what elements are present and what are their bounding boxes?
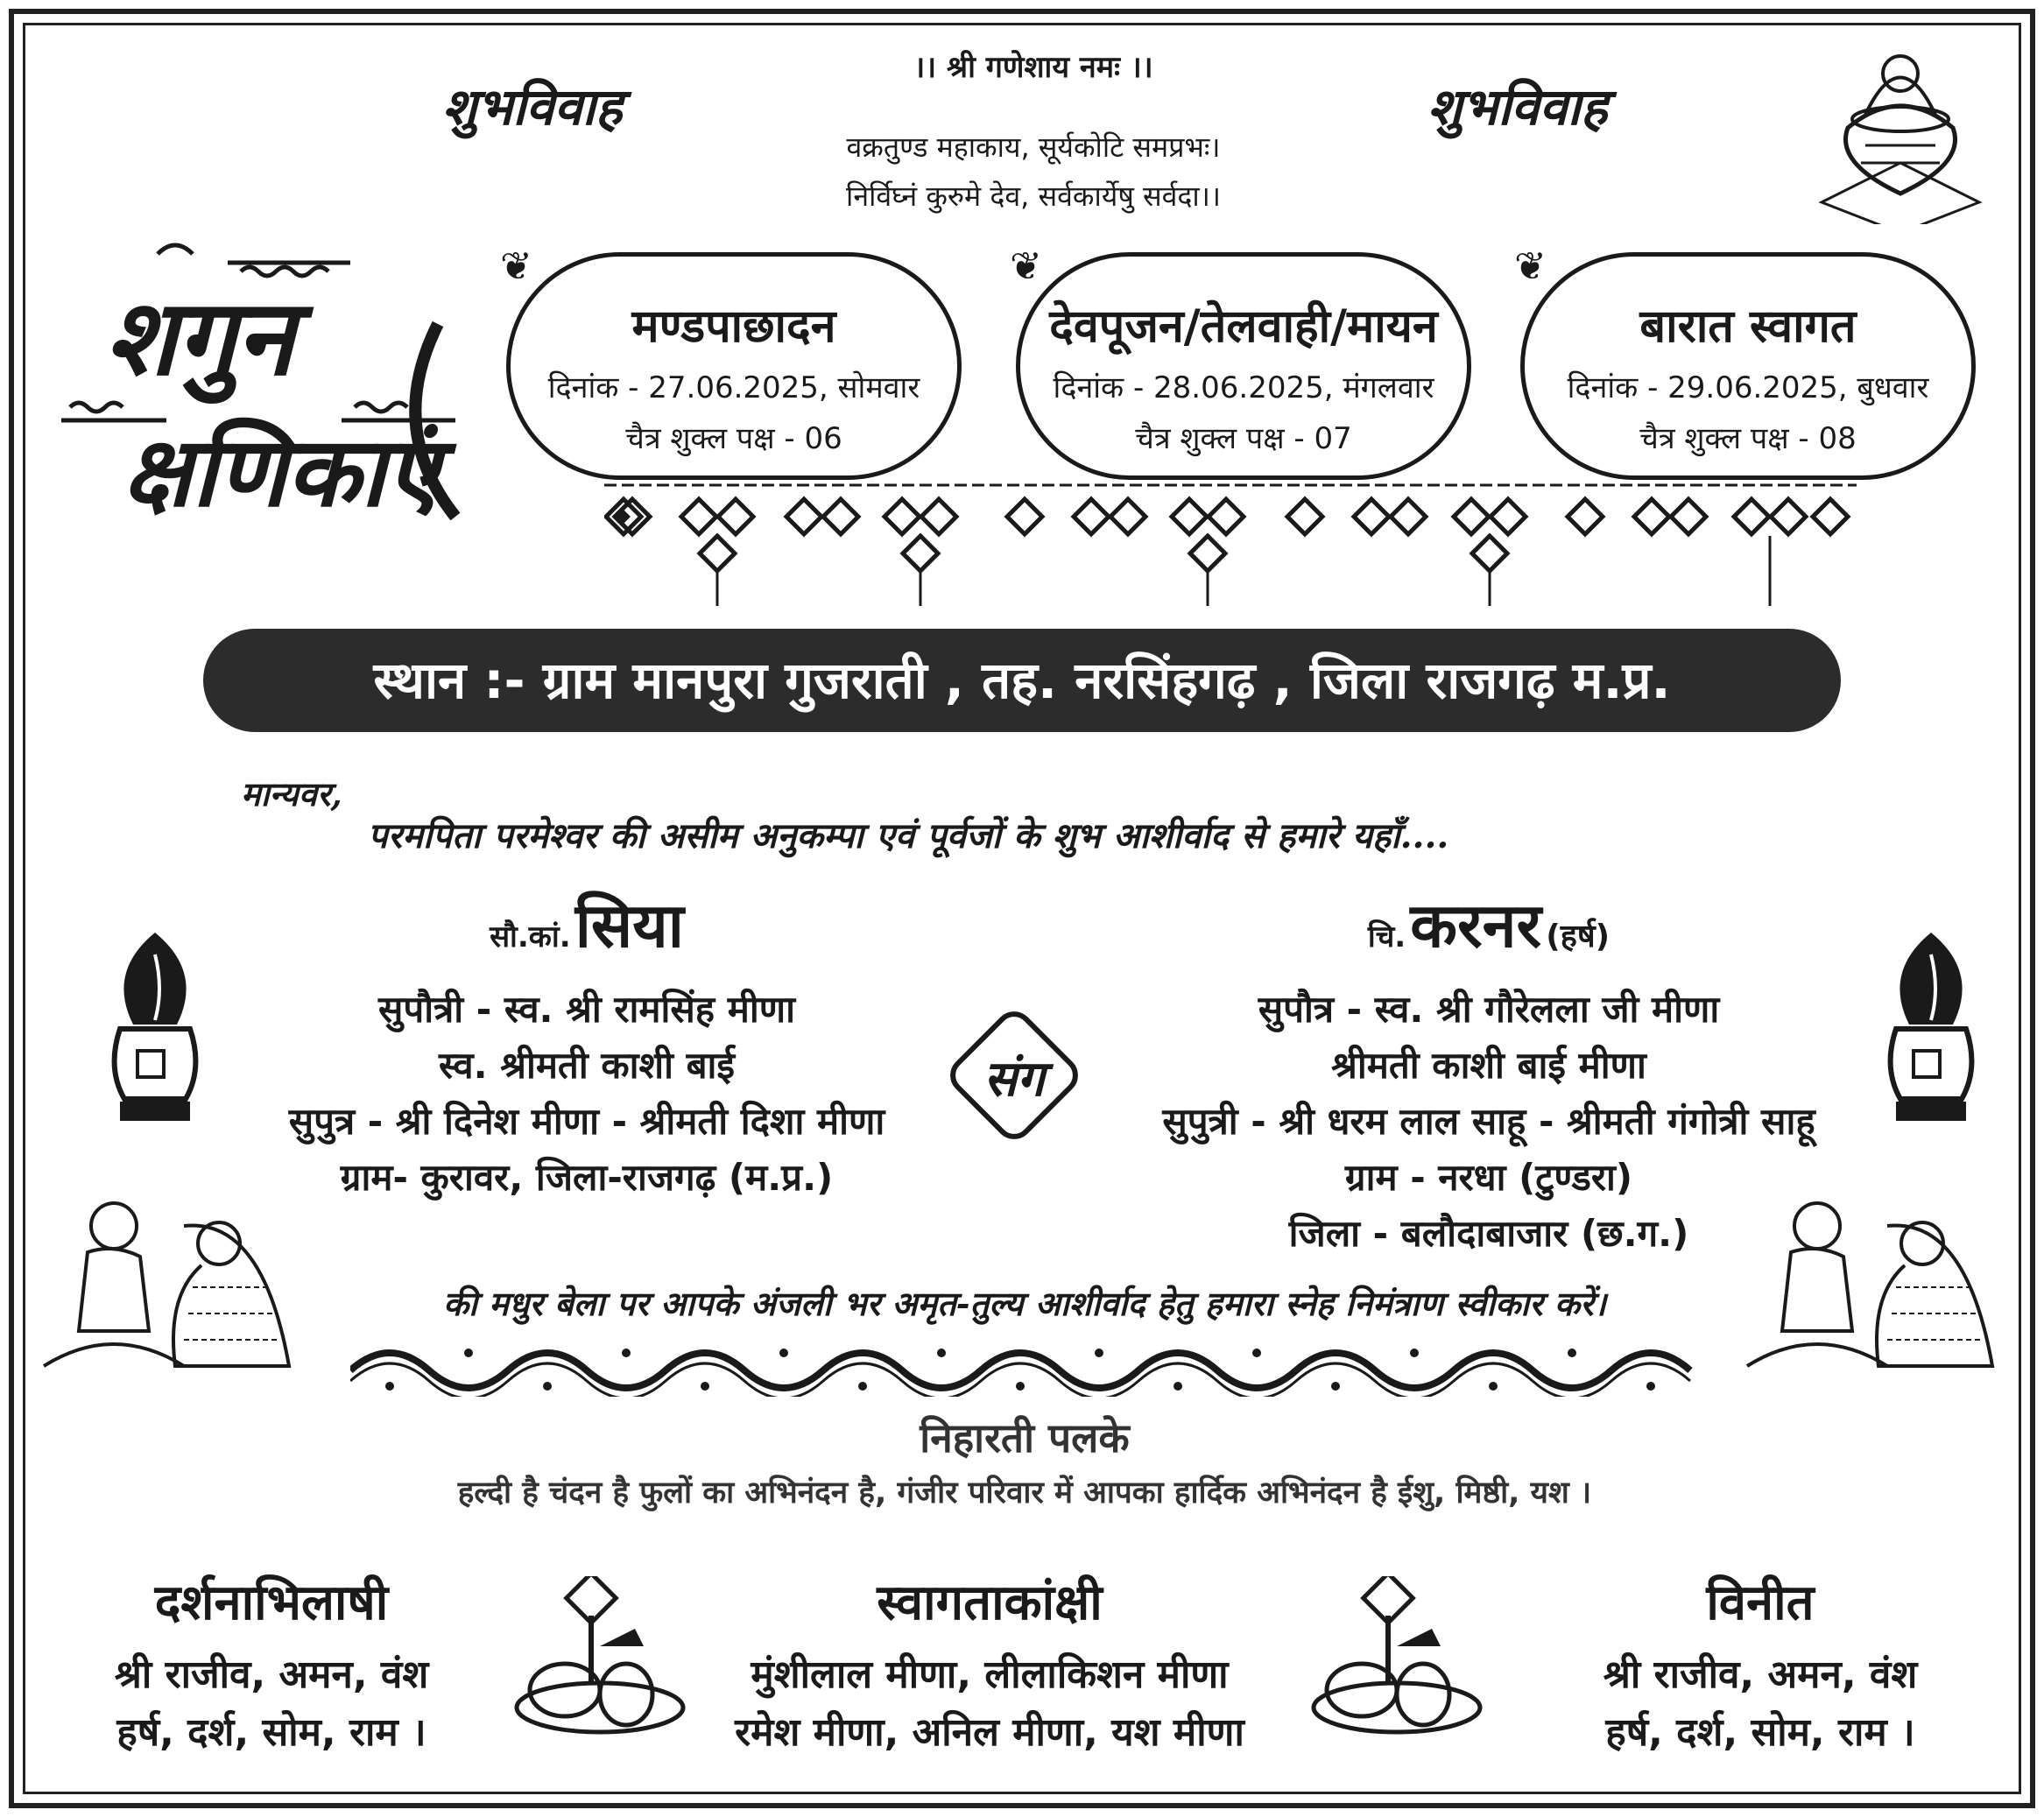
mantra-title: ।। श्री गणेशाय नमः ।।: [913, 50, 1153, 85]
footer-middle: [683, 1567, 1296, 1762]
corner-flourish-icon: ❦: [500, 244, 532, 289]
nihaarti-title: निहारती पलके: [920, 1414, 1130, 1461]
right-drum-icon: [1309, 1576, 1484, 1743]
groom-line-3: सुपुत्री - श्री धरम लाल साहू - श्रीमती गंगोत्री साहू: [1162, 1100, 1815, 1143]
bride-block: [236, 886, 937, 1206]
footer-left-line-2: हर्ष, दर्श, सोम, राम ।: [116, 1710, 426, 1755]
nihaarti-line: हल्दी है चंदन है फुलों का अभिनंदन है, गंजीर परिवार में आपका हार्दिक अभिनंदन है ईशु, मिष्ठी, यश ।: [457, 1475, 1592, 1511]
left-drum-icon: [512, 1576, 687, 1743]
groom-line-4: ग्राम - नरधा (टुण्डरा): [1344, 1156, 1633, 1199]
event-date: दिनांक - 27.06.2025, सोमवार: [547, 370, 920, 405]
event-title: मण्डपाछादन: [631, 300, 836, 353]
groom-line-2: श्रीमती काशी बाई मीणा: [1331, 1044, 1646, 1087]
groom-name: करनर: [1410, 889, 1542, 961]
event-tithi: चैत्र शुक्ल पक्ष - 06: [625, 421, 842, 456]
footer-right: [1559, 1567, 1962, 1762]
groom-nickname: (हर्ष): [1546, 919, 1611, 954]
corner-flourish-icon: ❦: [1514, 244, 1547, 289]
event-card-3: [1514, 244, 1976, 480]
bride-line-4: ग्राम- कुरावर, जिला-राजगढ़ (म.प्र.): [340, 1156, 834, 1199]
corner-flourish-icon: ❦: [1010, 244, 1042, 289]
kalash-icon: [1813, 32, 1988, 224]
shloka: [666, 123, 1401, 221]
footer-left-line-1: श्री राजीव, अमन, वंश: [114, 1652, 429, 1697]
shubh-vivah-left: शुभविवाह: [442, 77, 623, 137]
footer-right-title: विनीत: [1706, 1574, 1815, 1631]
event-tithi: चैत्र शुक्ल पक्ष - 08: [1639, 421, 1857, 456]
venue-banner: स्थान :- ग्राम मानपुरा गुजराती , तह. नरसिंहगढ़ , जिला राजगढ़ म.प्र.: [203, 629, 1841, 732]
event-card-2: [1010, 244, 1471, 480]
left-couple-illustration-icon: [35, 1191, 307, 1401]
sang-emblem: [944, 1005, 1084, 1145]
right-kalash-icon: [1874, 928, 1988, 1130]
footer-middle-title: स्वागताकांक्षी: [877, 1574, 1103, 1631]
right-couple-illustration-icon: [1738, 1191, 2010, 1401]
event-tithi: चैत्र शुक्ल पक्ष - 07: [1135, 421, 1352, 456]
shagun-title: [53, 228, 490, 595]
event-card-1: [500, 244, 962, 480]
footer-middle-line-2: रमेश मीणा, अनिल मीणा, यश मीणा: [735, 1710, 1244, 1755]
footer-left-title: दर्शनाभिलाषी: [154, 1574, 389, 1631]
shubh-vivah-right: शुभविवाह: [1427, 77, 1608, 137]
footer-right-line-1: श्री राजीव, अमन, वंश: [1603, 1652, 1918, 1697]
event-title: देवपूजन/तेलवाही/मायन: [1049, 300, 1438, 353]
shloka-line-1: वक्रतुण्ड महाकाय, सूर्यकोटि समप्रभः।: [846, 130, 1221, 164]
kshanikayen-word: क्षणिकाएं: [123, 415, 439, 528]
wave-divider: [350, 1335, 1699, 1397]
footer-left: [79, 1567, 464, 1762]
salutation: मान्यवर,: [241, 774, 342, 813]
bride-prefix: सौ.कां.: [490, 919, 571, 954]
footer-middle-line-1: मुंशीलाल मीणा, लीलाकिशन मीणा: [751, 1652, 1229, 1697]
groom-prefix: चि.: [1367, 919, 1406, 954]
greeting-line: परमपिता परमेश्वर की असीम अनुकम्पा एवं पूर्वजों के शुभ आशीर्वाद से हमारे यहाँ....: [368, 815, 1449, 856]
bride-line-2: स्व. श्रीमती काशी बाई: [438, 1044, 736, 1087]
invitation-line: की मधुर बेला पर आपके अंजली भर अमृत-तुल्य आशीर्वाद हेतु हमारा स्नेह निमंत्राण स्वीकार करें।: [442, 1284, 1607, 1323]
sang-text: संग: [983, 1050, 1045, 1108]
shloka-line-2: निर्विघ्नं कुरुमे देव, सर्वकार्येषु सर्वदा।।: [846, 180, 1221, 213]
event-date: दिनांक - 28.06.2025, मंगलवार: [1053, 370, 1434, 405]
footer-right-line-2: हर्ष, दर्श, सोम, राम ।: [1605, 1710, 1915, 1755]
bride-line-1: सुपौत्री - स्व. श्री रामसिंह मीणा: [378, 988, 795, 1031]
groom-line-5: जिला - बलौदाबाजार (छ.ग.): [1288, 1212, 1689, 1255]
event-date: दिनांक - 29.06.2025, बुधवार: [1567, 370, 1929, 405]
shagun-word: शगुन: [105, 276, 294, 399]
bride-name: सिया: [574, 889, 684, 961]
groom-line-1: सुपौत्र - स्व. श्री गौरेलला जी मीणा: [1258, 988, 1720, 1031]
left-kalash-icon: [98, 928, 212, 1130]
event-title: बारात स्वागत: [1639, 300, 1857, 353]
bride-line-3: सुपुत्र - श्री दिनेश मीणा - श्रीमती दिशा मीणा: [288, 1100, 885, 1143]
diamond-ornament-row: [604, 483, 1857, 615]
